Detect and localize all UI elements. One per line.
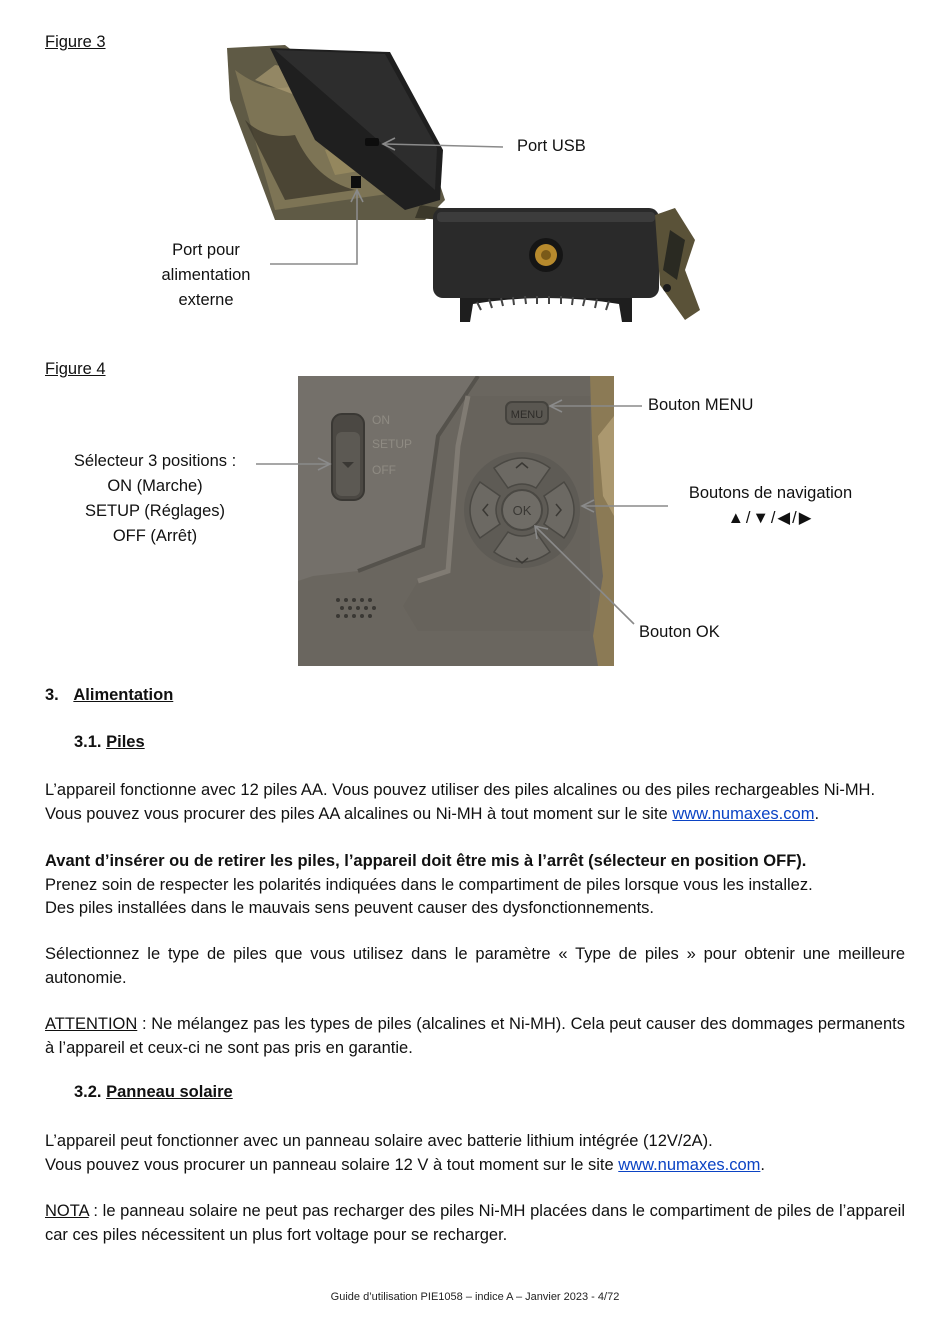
- subsection-1-number: 3.1.: [74, 733, 102, 751]
- navigation-buttons-label: [668, 481, 873, 531]
- figure-3-caption: Figure 3: [45, 33, 106, 51]
- paragraph-piles-3: Sélectionnez le type de piles que vous utilisez dans le paramètre « Type de piles » pour obtenir une meilleure autonomie.: [45, 945, 905, 987]
- ok-pointer-line: [535, 526, 634, 624]
- subsection-1-heading: [74, 733, 145, 752]
- numaxes-link-1[interactable]: www.numaxes.com: [672, 804, 815, 823]
- attention-text: : Ne mélangez pas les types de piles (alcalines et Ni-MH). Cela peut causer des dommages permanents à l’appareil et ceux-ci ne sont pas pris en garantie.: [45, 1015, 905, 1057]
- subsection-2-heading: [74, 1083, 233, 1102]
- attention-label: ATTENTION: [45, 1015, 138, 1033]
- power-label-line-2: alimentation: [161, 266, 251, 284]
- switch-off-text: OFF: [372, 463, 396, 477]
- switch-on-text: ON: [372, 413, 390, 427]
- section-number: 3.: [45, 686, 59, 704]
- nota-text: : le panneau solaire ne peut pas recharger des piles Ni-MH placées dans le compartiment de piles de l’appareil car ces piles nécessitent un plus fort voltage pour se recharger.: [45, 1202, 905, 1244]
- usb-port-label: Port USB: [517, 137, 586, 155]
- subsection-2-title: Panneau solaire: [106, 1083, 233, 1101]
- camera-latch: [655, 208, 700, 320]
- paragraph-attention: [45, 1013, 905, 1060]
- nav-label-title: Boutons de navigation: [688, 484, 853, 502]
- numaxes-link-2[interactable]: www.numaxes.com: [618, 1155, 761, 1174]
- selector-label-line-3: SETUP (Réglages): [84, 502, 225, 520]
- solar-1-line-2: Vous pouvez vous procurer un panneau solaire 12 V à tout moment sur le site www.numaxes.com.: [45, 1155, 765, 1174]
- power-port-label: [140, 238, 272, 313]
- ok-button-label: Bouton OK: [639, 623, 720, 641]
- camera-open-side-image: [215, 40, 715, 330]
- selector-label: [50, 449, 260, 549]
- piles-2-warning: Avant d’insérer ou de retirer les piles, l’appareil doit être mis à l’arrêt (sélecteur en position OFF).: [45, 852, 807, 870]
- nav-label-arrows: ▲/▼/◀/▶: [727, 509, 814, 527]
- device-ok-text: OK: [512, 503, 532, 518]
- power-port: [351, 176, 361, 188]
- piles-2-line-2: Prenez soin de respecter les polarités indiquées dans le compartiment de piles lorsque vous les installez.: [45, 875, 813, 894]
- paragraph-solar-1: [45, 1130, 905, 1177]
- switch-setup-text: SETUP: [372, 437, 413, 451]
- camera-lid: [227, 45, 445, 220]
- usb-port: [365, 138, 379, 146]
- power-label-line-3: externe: [178, 291, 234, 309]
- section-title: Alimentation: [73, 686, 174, 704]
- piles-2-line-3: Des piles installées dans le mauvais sens peuvent causer des dysfonctionnements.: [45, 899, 655, 917]
- selector-label-line-1: Sélecteur 3 positions :: [73, 452, 237, 470]
- camera-base: [433, 208, 659, 322]
- selector-label-line-2: ON (Marche): [107, 477, 203, 495]
- nota-label: NOTA: [45, 1202, 89, 1220]
- selector-label-line-4: OFF (Arrêt): [112, 527, 198, 545]
- section-heading: [45, 686, 173, 705]
- paragraph-piles-2: [45, 850, 905, 921]
- subsection-2-number: 3.2.: [74, 1083, 102, 1101]
- figure-4-caption: Figure 4: [45, 360, 106, 378]
- subsection-1-title: Piles: [106, 733, 145, 751]
- piles-1-line-1: L’appareil fonctionne avec 12 piles AA. Vous pouvez utiliser des piles alcalines ou des piles rechargeables Ni-MH.: [45, 781, 876, 799]
- page-footer: Guide d’utilisation PIE1058 – indice A – Janvier 2023 - 4/72: [330, 1291, 620, 1303]
- piles-1-line-2: Vous pouvez vous procurer des piles AA alcalines ou Ni-MH à tout moment sur le site www.numaxes.com.: [45, 804, 820, 823]
- paragraph-nota: [45, 1200, 905, 1247]
- solar-1-line-1: L’appareil peut fonctionner avec un panneau solaire avec batterie lithium intégrée (12V/2A).: [45, 1132, 713, 1150]
- power-label-line-1: Port pour: [172, 241, 240, 259]
- menu-button-label: Bouton MENU: [648, 396, 754, 414]
- device-menu-text: MENU: [510, 409, 544, 421]
- paragraph-piles-1: [45, 779, 905, 826]
